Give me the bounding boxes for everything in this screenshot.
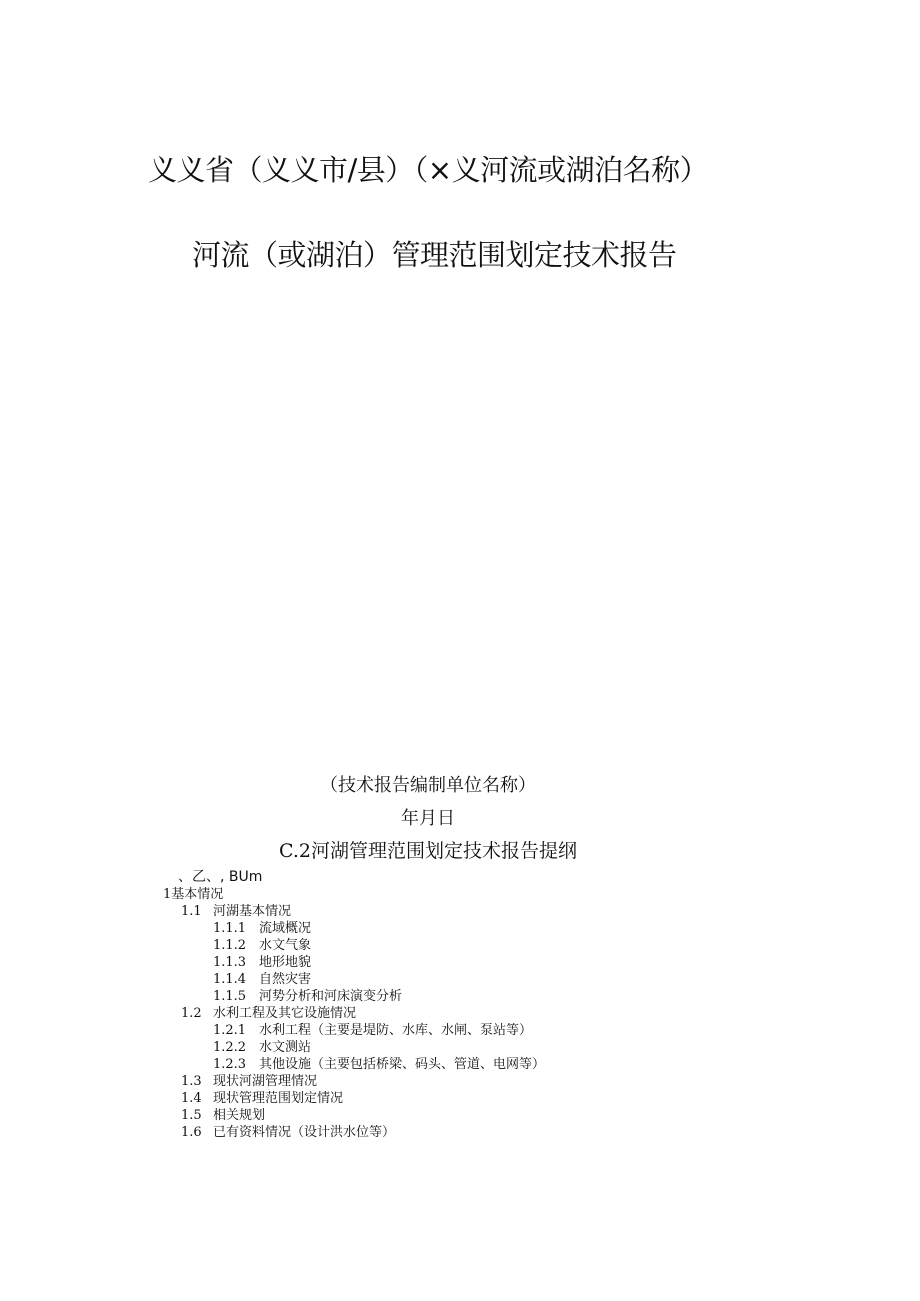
outline-item (213, 937, 311, 954)
outline-item-text: 流域概况 (259, 921, 312, 936)
outline-item-text: 水文气象 (259, 938, 312, 953)
outline-item-text: 水利工程（主要是堤防、水库、水闸、泵站等） (259, 1023, 533, 1038)
outline-item-text: 现状河湖管理情况 (213, 1074, 318, 1089)
outline-item-text: 水文测站 (259, 1040, 312, 1055)
outline-item-number: 1.1.3 (213, 955, 247, 970)
outline-item-text: 河湖基本情况 (213, 904, 292, 919)
outline-item (181, 1124, 395, 1141)
compiling-organization: （技术报告编制单位名称） (320, 775, 536, 796)
cover-title-line1: 义义省（义义市/县）（×义河流或湖泊名称） (148, 153, 709, 187)
outline-item (213, 971, 311, 988)
outline-item-number: 1.2.2 (213, 1040, 247, 1055)
outline-item-number: 1.2.3 (213, 1057, 247, 1072)
outline-item (213, 1039, 311, 1056)
outline-title (0, 836, 856, 863)
outline-item-number: 1 (163, 887, 172, 902)
outline-item-text: 地形地貌 (259, 955, 312, 970)
outline-item-text: 相关规划 (213, 1108, 266, 1123)
outline-item-text: 河势分析和河床演变分析 (259, 989, 403, 1004)
outline-item-number: 1.2.1 (213, 1023, 247, 1038)
outline-item-text: 其他设施（主要包括桥梁、码头、管道、电网等） (259, 1057, 546, 1072)
outline-item (163, 886, 223, 903)
outline-item-number: 1.1 (181, 904, 202, 919)
outline-item (213, 920, 311, 937)
outline-item (181, 1073, 317, 1090)
outline-item-number: 1.6 (181, 1125, 202, 1140)
outline-item-text: 自然灾害 (259, 972, 312, 987)
outline-item (181, 1090, 343, 1107)
cover-title-line2: 河流（或湖泊）管理范围划定技术报告 (192, 238, 677, 272)
outline-item (181, 1107, 265, 1124)
outline-title-prefix: C.2 (278, 840, 311, 862)
outline-item (213, 1056, 545, 1073)
outline-item (181, 1005, 356, 1022)
outline-item (213, 954, 311, 971)
outline-item (181, 903, 291, 920)
outline-title-text: 河湖管理范围划定技术报告提纲 (310, 840, 577, 862)
outline-item-text: 基本情况 (171, 887, 224, 902)
outline-item-number: 1.5 (181, 1108, 202, 1123)
outline-item (213, 1022, 532, 1039)
report-date: 年月日 (401, 808, 455, 829)
outline-item-number: 1.2 (181, 1006, 202, 1021)
outline-item-number: 1.3 (181, 1074, 202, 1089)
outline-marker: 、乙、, BUm (178, 869, 263, 885)
outline-item-number: 1.1.2 (213, 938, 247, 953)
outline-item-number: 1.1.1 (213, 921, 247, 936)
outline-item-text: 已有资料情况（设计洪水位等） (213, 1125, 396, 1140)
outline-item-text: 水利工程及其它设施情况 (213, 1006, 357, 1021)
outline-item-number: 1.1.4 (213, 972, 247, 987)
outline-item-number: 1.1.5 (213, 989, 247, 1004)
outline-item (213, 988, 402, 1005)
outline-item-number: 1.4 (181, 1091, 202, 1106)
outline-item-text: 现状管理范围划定情况 (213, 1091, 344, 1106)
